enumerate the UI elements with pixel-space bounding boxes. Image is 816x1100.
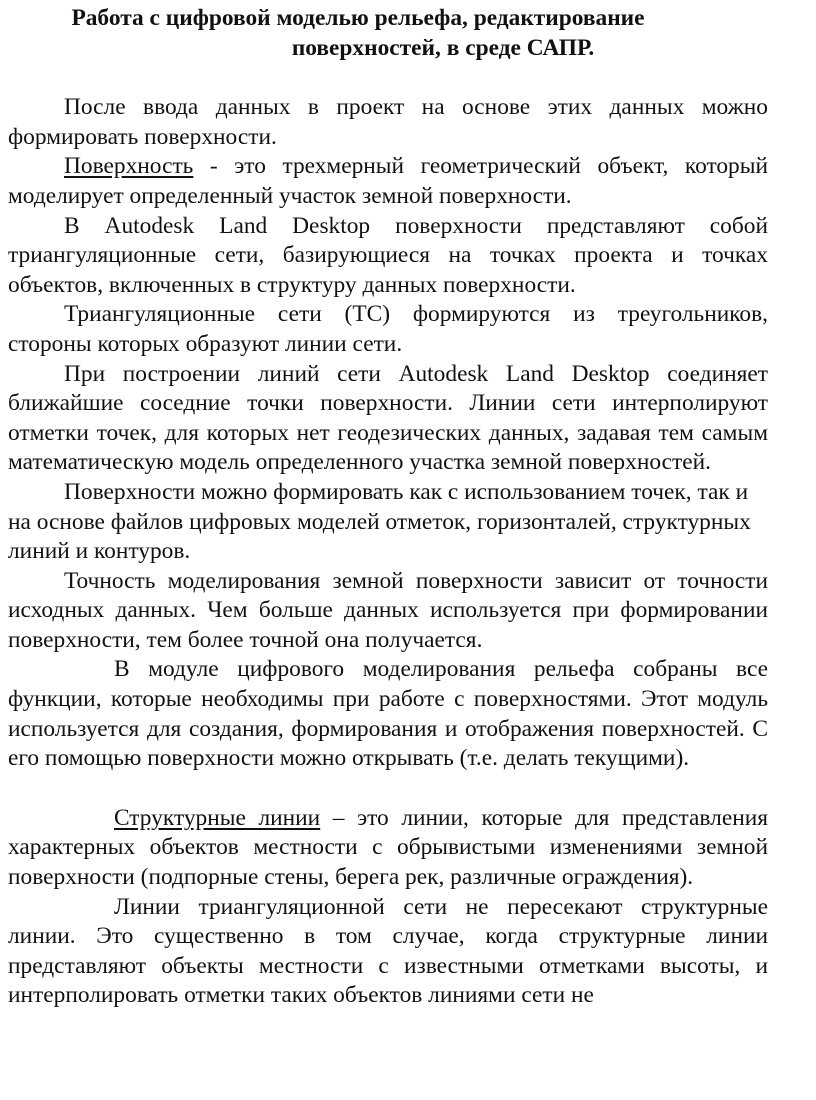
document-title <box>8 0 768 63</box>
title-spacer <box>8 63 768 93</box>
paragraph-tin: Триангуляционные сети (ТС) формируются из треугольников, стороны которых образуют линии сети. <box>8 301 768 357</box>
paragraph-breaklines <box>8 804 768 893</box>
paragraph-intro: После ввода данных в проект на основе этих данных можно формировать поверхности. <box>8 94 768 150</box>
paragraph-surface-sources: Поверхности можно формировать как с использованием точек, так и на основе файлов цифровых моделей отметок, горизонталей, структурных линий и контуров. <box>8 478 751 565</box>
paragraph-accuracy: Точность моделирования земной поверхности зависит от точности исходных данных. Чем больше данных используется при формировании поверхности, тем более точной она получается. <box>8 567 768 653</box>
title-line-1: Работа с цифровой моделью рельефа, редактирование <box>71 5 645 31</box>
title-line-2: поверхностей, в среде САПР. <box>291 34 595 61</box>
paragraph-breaklines-tin: Линии триангуляционной сети не пересекают структурные линии. Это существенно в том случае, когда структурные линии представляют объекты местности с известными отметками высоты, и интерполировать отметки таких объектов линиями сети не <box>8 893 768 1009</box>
document-page <box>8 0 768 1011</box>
paragraph-terrain-module: В модуле цифрового моделирования рельефа собраны все функции, которые необходимы при работе с поверхностями. Этот модуль используется для создания, формирования и отображения поверхностей. С его помощью поверхности можно открывать (т.е. делать текущими). <box>8 656 768 772</box>
surface-definition-text: - это трехмерный геометрический объект, который моделирует определенный участок земной поверхности. <box>8 153 768 209</box>
paragraph-surface-definition <box>8 152 768 211</box>
paragraph-land-desktop-surfaces: В Autodesk Land Desktop поверхности представляют собой триангуляционные сети, базирующиеся на точках проекта и точках объектов, включенных в структуру данных поверхности. <box>8 212 768 298</box>
term-breaklines: Структурные линии <box>114 804 321 831</box>
paragraph-tin-lines: При построении линий сети Autodesk Land Desktop соединяет ближайшие соседние точки поверхности. Линии сети интерполируют отметки точек, для которых нет геодезических данных, задавая тем самым математическую модель определенного участка земной поверхностей. <box>8 360 768 476</box>
term-surface: Поверхность <box>64 153 194 180</box>
breaklines-definition-text: – это линии, которые для представления характерных объектов местности с обрывистыми изменениями земной поверхности (подпорные стены, берега рек, различные ограждения). <box>8 804 769 891</box>
paragraph-gap <box>8 774 768 804</box>
